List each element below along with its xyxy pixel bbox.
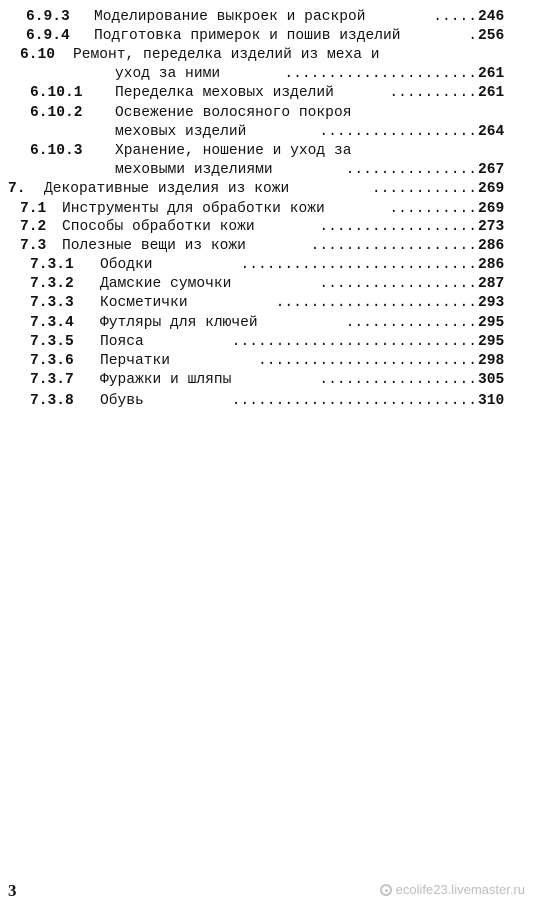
toc-entry-title: Способы обработки кожи <box>62 219 255 235</box>
toc-entry-title: Хранение, ношение и уход за <box>115 143 352 159</box>
toc-entry-page: 287 <box>478 276 505 292</box>
toc-dot-leader: .................. <box>319 276 477 292</box>
toc-dot-leader: .......... <box>389 85 477 101</box>
toc-dot-leader: ....................... <box>275 295 477 311</box>
toc-entry-title: уход за ними <box>115 66 221 82</box>
toc-dot-leader: ............... <box>345 315 477 331</box>
toc-entry <box>0 65 535 84</box>
toc-entry-title: Ремонт, переделка изделий из меха и <box>73 47 380 63</box>
toc-entry-title: Футляры для ключей <box>100 315 258 331</box>
toc-dot-leader: .................. <box>319 124 477 140</box>
toc-dot-leader: ............ <box>371 181 477 197</box>
toc-entry-page: 293 <box>478 295 505 311</box>
toc-entry-title: Освежение волосяного покроя <box>115 105 352 121</box>
toc-entry-title: Ободки <box>100 257 153 273</box>
toc-entry-page: 273 <box>478 219 505 235</box>
toc-entry-title: Моделирование выкроек и раскрой <box>94 9 366 25</box>
toc-entry-number: 6.10.2 <box>30 105 83 121</box>
toc-entry-title: меховыми изделиями <box>115 162 273 178</box>
toc-entry <box>0 84 535 103</box>
toc-entry <box>0 275 535 294</box>
toc-entry-number: 6.9.3 <box>26 9 70 25</box>
toc-entry-number: 6.10.3 <box>30 143 83 159</box>
toc-entry <box>0 200 535 219</box>
toc-dot-leader: . <box>468 28 477 44</box>
toc-entry-page: 295 <box>478 315 505 331</box>
toc-dot-leader: ............... <box>345 162 477 178</box>
toc-dot-leader: .......... <box>389 201 477 217</box>
toc-entry-title: Подготовка примерок и пошив изделий <box>94 28 401 44</box>
toc-entry-number: 7.3.2 <box>30 276 74 292</box>
toc-entry <box>0 237 535 256</box>
toc-entry-number: 7.3.8 <box>30 393 74 409</box>
toc-entry-title: Фуражки и шляпы <box>100 372 232 388</box>
toc-entry-number: 7.3.1 <box>30 257 74 273</box>
toc-entry <box>0 104 535 123</box>
toc-entry-number: 7.3.7 <box>30 372 74 388</box>
toc-entry-title: Инструменты для обработки кожи <box>62 201 325 217</box>
toc-entry-title: Декоративные изделия из кожи <box>44 181 290 197</box>
toc-entry-number: 6.9.4 <box>26 28 70 44</box>
toc-entry <box>0 352 535 371</box>
toc-entry-page: 286 <box>478 238 505 254</box>
toc-entry <box>0 180 535 199</box>
toc-entry-page: 305 <box>478 372 505 388</box>
toc-entry-title: меховых изделий <box>115 124 247 140</box>
toc-dot-leader: ............................ <box>231 334 477 350</box>
toc-entry-number: 7.3.6 <box>30 353 74 369</box>
toc-entry <box>0 27 535 46</box>
toc-entry <box>0 123 535 142</box>
toc-entry-title: Перчатки <box>100 353 171 369</box>
toc-entry-page: 295 <box>478 334 505 350</box>
toc-entry-page: 261 <box>478 85 505 101</box>
toc-entry-page: 298 <box>478 353 505 369</box>
toc-entry-page: 264 <box>478 124 505 140</box>
toc-entry-title: Дамские сумочки <box>100 276 232 292</box>
toc-dot-leader: .................. <box>319 219 477 235</box>
toc-entry-page: 286 <box>478 257 505 273</box>
toc-dot-leader: ......................... <box>258 353 477 369</box>
toc-entry <box>0 371 535 390</box>
toc-entry-number: 7. <box>8 181 26 197</box>
toc-entry <box>0 392 535 411</box>
watermark-text: ecolife23.livemaster.ru <box>395 882 525 897</box>
toc-dot-leader: ...................... <box>284 66 477 82</box>
toc-entry-page: 269 <box>478 201 505 217</box>
toc-entry-title: Переделка меховых изделий <box>115 85 334 101</box>
toc-entry-page: 269 <box>478 181 505 197</box>
page-number: 3 <box>8 881 17 900</box>
toc-entry-number: 6.10 <box>20 47 56 63</box>
toc-entry <box>0 294 535 313</box>
toc-entry <box>0 161 535 180</box>
toc-entry-number: 7.1 <box>20 201 47 217</box>
toc-entry-number: 7.3.5 <box>30 334 74 350</box>
toc-entry-page: 246 <box>478 9 505 25</box>
toc-entry-number: 7.2 <box>20 219 47 235</box>
toc-entry-page: 261 <box>478 66 505 82</box>
toc-dot-leader: .................. <box>319 372 477 388</box>
toc-entry <box>0 314 535 333</box>
toc-entry-number: 7.3 <box>20 238 47 254</box>
livemaster-logo-icon <box>380 884 392 896</box>
toc-entry-title: Косметички <box>100 295 188 311</box>
toc-entry-title: Полезные вещи из кожи <box>62 238 246 254</box>
toc-entry-title: Пояса <box>100 334 144 350</box>
toc-entry-number: 6.10.1 <box>30 85 83 101</box>
toc-dot-leader: ..... <box>433 9 477 25</box>
toc-entry-title: Обувь <box>100 393 144 409</box>
toc-entry <box>0 142 535 161</box>
toc-entry-page: 267 <box>478 162 505 178</box>
toc-entry-page: 256 <box>478 28 505 44</box>
toc-entry-number: 7.3.4 <box>30 315 74 331</box>
toc-entry-number: 7.3.3 <box>30 295 74 311</box>
toc-entry <box>0 218 535 237</box>
toc-entry <box>0 256 535 275</box>
toc-dot-leader: ................... <box>310 238 477 254</box>
toc-entry-page: 310 <box>478 393 505 409</box>
toc-entry <box>0 8 535 27</box>
toc-dot-leader: ............................ <box>231 393 477 409</box>
watermark <box>380 882 525 897</box>
toc-dot-leader: ........................... <box>240 257 477 273</box>
toc-entry <box>0 333 535 352</box>
toc-entry <box>0 46 535 65</box>
